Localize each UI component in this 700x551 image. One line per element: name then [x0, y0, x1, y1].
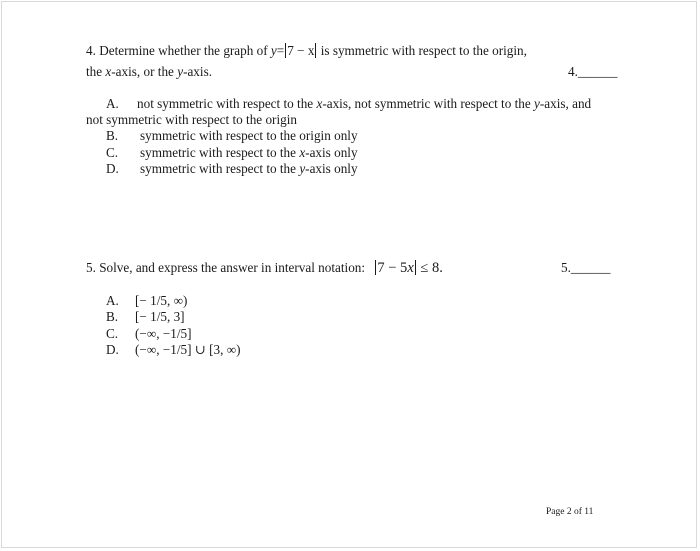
eq-equals: = [276, 43, 285, 58]
option-a-part2: -axis, not symmetric with respect to the [322, 96, 531, 111]
q5-line [86, 259, 443, 277]
q5-inequality [374, 260, 442, 276]
q4-answer-line[interactable] [568, 63, 617, 80]
option-letter: C. [106, 145, 119, 160]
q5-option-b[interactable] [106, 308, 185, 325]
option-letter: B. [106, 128, 119, 143]
q4-answer-blank[interactable]: ______ [577, 64, 618, 79]
q4-y-var: y [177, 64, 184, 79]
ineq-pre: 7 − 5 [377, 260, 408, 276]
option-d-pre: symmetric with respect to the [140, 161, 297, 176]
q5-prompt: Solve, and express the answer in interval notation: [99, 260, 366, 275]
q4-option-d[interactable] [106, 160, 358, 177]
option-a-var1: x [316, 96, 323, 111]
q5-number: 5. [86, 260, 96, 275]
q5-option-c-text: (−∞, −1/5] [135, 326, 192, 341]
q5-answer-label: 5. [561, 260, 571, 275]
q5-option-c[interactable] [106, 325, 192, 342]
option-b-text: symmetric with respect to the origin only [140, 128, 358, 143]
option-a-wrap-text: not symmetric with respect to the origin [86, 112, 297, 127]
q4-line1-post: is symmetric with respect to the origin, [320, 43, 527, 58]
q4-number: 4. [86, 43, 96, 58]
abs-bar-right [315, 43, 316, 58]
q5-option-a-text: [− 1/5, ∞) [135, 293, 188, 308]
option-c-var: x [299, 145, 306, 160]
abs-bar-right [415, 260, 416, 275]
option-letter: B. [106, 309, 119, 324]
q5-answer-blank[interactable]: ______ [570, 260, 611, 275]
q4-option-a[interactable] [106, 95, 591, 112]
q4-option-b[interactable] [106, 127, 358, 144]
q4-line2-mid: -axis, or the [111, 64, 174, 79]
option-letter: D. [106, 342, 119, 357]
option-a-part3: -axis, and [539, 96, 592, 111]
q4-equation [271, 43, 321, 58]
option-a-var2: y [534, 96, 540, 111]
option-letter: A. [106, 96, 119, 111]
q4-option-a-wrap [86, 111, 297, 128]
option-d-post: -axis only [305, 161, 358, 176]
option-c-post: -axis only [305, 145, 358, 160]
q4-line1 [86, 42, 527, 59]
q4-option-c[interactable] [106, 144, 358, 161]
q5-answer-line[interactable] [561, 259, 610, 276]
option-letter: A. [106, 293, 119, 308]
q4-line2-post: -axis. [183, 64, 212, 79]
q5-option-b-text: [− 1/5, 3] [135, 309, 185, 324]
q4-line2 [86, 63, 212, 80]
q5-option-d-text: (−∞, −1/5] ∪ [3, ∞) [135, 342, 241, 357]
q4-x-var: x [105, 64, 112, 79]
option-letter: D. [106, 161, 119, 176]
q5-option-a[interactable] [106, 292, 187, 309]
eq-inner: 7 − x [287, 43, 315, 58]
option-a-part1: not symmetric with respect to the [137, 96, 314, 111]
ineq-post: ≤ 8. [420, 260, 443, 276]
option-c-pre: symmetric with respect to the [140, 145, 297, 160]
q4-line1-pre: Determine whether the graph of [99, 43, 268, 58]
ineq-x: x [407, 260, 414, 276]
q5-option-d[interactable] [106, 341, 241, 358]
option-letter: C. [106, 326, 119, 341]
eq-y: y [270, 43, 277, 58]
page-number: Page 2 of 11 [546, 507, 594, 517]
q4-answer-label: 4. [568, 64, 578, 79]
q4-line2-pre: the [86, 64, 103, 79]
option-d-var: y [299, 161, 306, 176]
